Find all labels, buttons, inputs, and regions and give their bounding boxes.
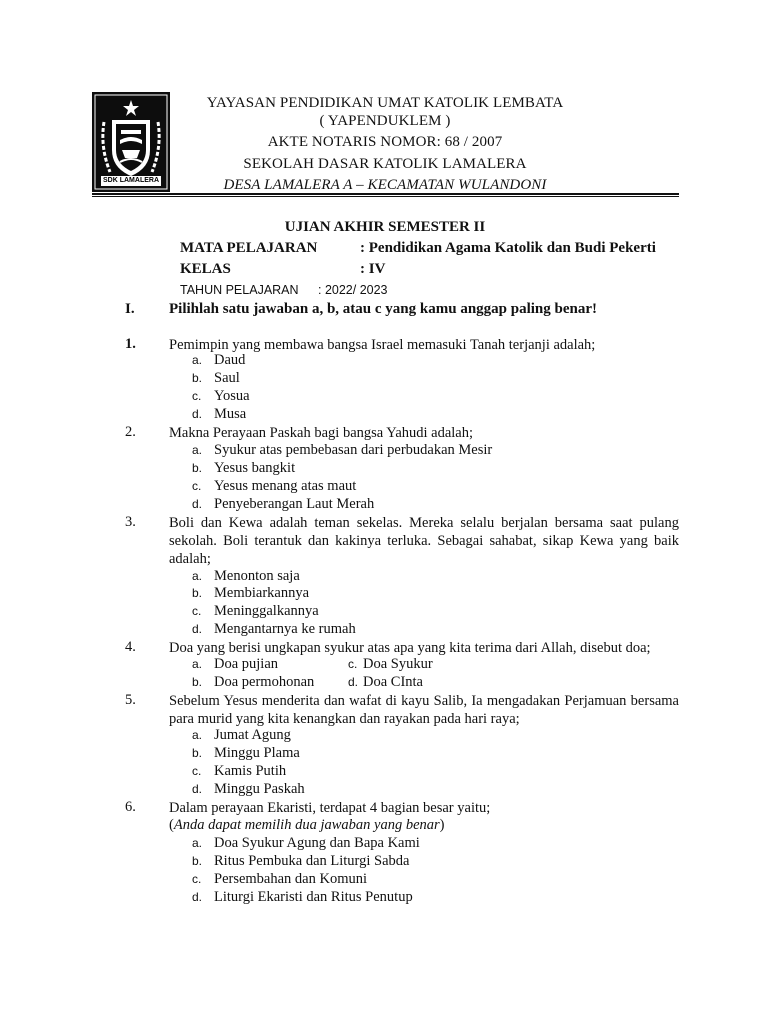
option-letter: b. bbox=[192, 586, 203, 600]
option-letter: b. bbox=[192, 461, 203, 475]
question-number: 2. bbox=[125, 424, 136, 440]
school-address: DESA LAMALERA A – KECAMATAN WULANDONI bbox=[223, 177, 547, 193]
option-letter: a. bbox=[192, 443, 203, 457]
option-letter: c. bbox=[192, 872, 202, 886]
note-text: Anda dapat memilih dua jawaban yang benar bbox=[173, 817, 440, 833]
option-letter: c. bbox=[192, 604, 202, 618]
option-letter: c. bbox=[348, 657, 358, 671]
class-value: : IV bbox=[360, 261, 386, 277]
class-label: KELAS bbox=[180, 261, 231, 277]
question-number: 3. bbox=[125, 514, 136, 530]
foundation-name: YAYASAN PENDIDIKAN UMAT KATOLIK LEMBATA bbox=[206, 95, 564, 111]
question-text: Sebelum Yesus menderita dan wafat di kayu Salib, Ia mengadakan Perjamuan bersama para murid yang kita kenangkan dan rayakan pada hari raya; bbox=[169, 693, 679, 727]
option-text: Doa Syukur bbox=[363, 656, 433, 672]
option-text: Persembahan dan Komuni bbox=[214, 871, 368, 887]
option-text: Daud bbox=[214, 352, 246, 368]
question-text: Dalam perayaan Ekaristi, terdapat 4 bagian besar yaitu; bbox=[169, 800, 491, 816]
option-text: Menonton saja bbox=[214, 568, 300, 584]
option-letter: c. bbox=[192, 389, 202, 403]
option-text: Saul bbox=[214, 370, 240, 386]
letterhead-divider bbox=[92, 193, 679, 195]
notary-deed: AKTE NOTARIS NOMOR: 68 / 2007 bbox=[267, 134, 503, 150]
option-text: Doa permohonan bbox=[214, 674, 315, 690]
year-label: TAHUN PELAJARAN bbox=[180, 283, 299, 297]
option-letter: a. bbox=[192, 569, 203, 583]
option-text: Doa Syukur Agung dan Bapa Kami bbox=[214, 835, 420, 851]
option-text: Liturgi Ekaristi dan Ritus Penutup bbox=[214, 889, 413, 905]
option-letter: c. bbox=[192, 479, 202, 493]
option-text: Penyeberangan Laut Merah bbox=[214, 496, 375, 512]
section-instruction: Pilihlah satu jawaban a, b, atau c yang kamu anggap paling benar! bbox=[169, 301, 598, 317]
option-letter: b. bbox=[192, 746, 203, 760]
option-letter: d. bbox=[192, 782, 203, 796]
question-text: Doa yang berisi ungkapan syukur atas apa yang kita terima dari Allah, disebut doa; bbox=[169, 640, 651, 656]
subject-value: : Pendidikan Agama Katolik dan Budi Pekerti bbox=[360, 240, 656, 256]
question-note: (Anda dapat memilih dua jawaban yang benar) bbox=[169, 817, 445, 833]
school-logo bbox=[92, 92, 170, 192]
option-letter: d. bbox=[192, 890, 203, 904]
option-letter: a. bbox=[192, 657, 203, 671]
option-text: Jumat Agung bbox=[214, 727, 291, 743]
logo-label: SDK LAMALERA bbox=[103, 177, 159, 184]
option-text: Doa CInta bbox=[363, 674, 423, 690]
option-text: Musa bbox=[214, 406, 247, 422]
option-letter: d. bbox=[192, 622, 203, 636]
section-number: I. bbox=[125, 301, 135, 317]
question-text: Makna Perayaan Paskah bagi bangsa Yahudi adalah; bbox=[169, 425, 474, 441]
option-letter: b. bbox=[192, 675, 203, 689]
option-text: Yesus bangkit bbox=[214, 460, 296, 476]
year-value: : 2022/ 2023 bbox=[318, 283, 388, 297]
question-number: 1. bbox=[125, 336, 136, 352]
option-letter: a. bbox=[192, 353, 203, 367]
question-number: 5. bbox=[125, 692, 136, 708]
option-text: Meninggalkannya bbox=[214, 603, 319, 619]
question-number: 6. bbox=[125, 799, 136, 815]
option-letter: a. bbox=[192, 728, 203, 742]
question-number: 4. bbox=[125, 639, 136, 655]
option-text: Membiarkannya bbox=[214, 585, 310, 601]
option-letter: d. bbox=[348, 675, 359, 689]
letterhead-divider-thin bbox=[92, 196, 679, 197]
option-text: Doa pujian bbox=[214, 656, 279, 672]
option-letter: a. bbox=[192, 836, 203, 850]
foundation-abbr: ( YAPENDUKLEM ) bbox=[319, 113, 451, 129]
subject-label: MATA PELAJARAN bbox=[180, 240, 318, 256]
option-letter: b. bbox=[192, 854, 203, 868]
option-letter: d. bbox=[192, 407, 203, 421]
option-text: Kamis Putih bbox=[214, 763, 287, 779]
question-text: Pemimpin yang membawa bangsa Israel memasuki Tanah terjanji adalah; bbox=[169, 337, 596, 353]
option-letter: b. bbox=[192, 371, 203, 385]
option-text: Mengantarnya ke rumah bbox=[214, 621, 356, 637]
option-letter: c. bbox=[192, 764, 202, 778]
school-name: SEKOLAH DASAR KATOLIK LAMALERA bbox=[243, 156, 527, 172]
option-text: Yosua bbox=[214, 388, 250, 404]
option-text: Syukur atas pembebasan dari perbudakan Mesir bbox=[214, 442, 493, 458]
option-text: Ritus Pembuka dan Liturgi Sabda bbox=[214, 853, 410, 869]
option-text: Minggu Paskah bbox=[214, 781, 305, 797]
option-text: Yesus menang atas maut bbox=[214, 478, 357, 494]
question-text: Boli dan Kewa adalah teman sekelas. Mereka selalu berjalan bersama saat pulang sekolah. Boli terantuk dan kakinya terluka. Sebagai sahabat, sikap Kewa yang baik adalah; bbox=[169, 515, 679, 567]
option-letter: d. bbox=[192, 497, 203, 511]
option-text: Minggu Plama bbox=[214, 745, 300, 761]
exam-title: UJIAN AKHIR SEMESTER II bbox=[284, 219, 486, 235]
